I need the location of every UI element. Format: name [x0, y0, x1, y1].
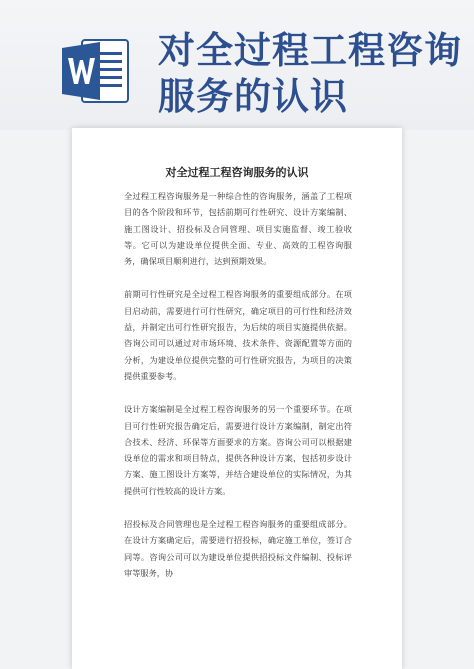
paragraph: 前期可行性研究是全过程工程咨询服务的重要组成部分。在项目启动前，需要进行可行性研究，确定项目的可行性和经济效益，并制定出可行性研究报告，为后续的项目实施提供依据。咨询公司可以通过对市场环境、技术条件、资源配置等方面的分析，为建设单位提供完整的可行性研究报告，为项目的决策提供重要参考。 — [124, 289, 352, 381]
header-banner — [0, 0, 474, 130]
paragraph: 设计方案编制是全过程工程咨询服务的另一个重要环节。在项目可行性研究报告确定后，需要进行设计方案编制，制定出符合技术、经济、环保等方面要求的方案。咨询公司可以根据建设单位的需求和项目特点，提供各种设计方案，包括初步设计方案、施工图设计方案等，并结合建设单位的实际情况，为其提供可行性较高的设计方案。 — [124, 404, 352, 496]
banner-title: 对全过程工程咨询服务的认识 — [158, 29, 462, 118]
document-title: 对全过程工程咨询服务的认识 — [165, 166, 309, 179]
document-page — [72, 128, 402, 669]
paragraph: 招投标及合同管理也是全过程工程咨询服务的重要组成部分。在设计方案确定后，需要进行招投标，确定施工单位，签订合同等。咨询公司可以为建设单位提供招投标文件编制、投标评审等服务，协 — [124, 519, 352, 578]
word-document-icon — [62, 38, 130, 104]
document-body — [124, 188, 352, 598]
paragraph: 全过程工程咨询服务是一种综合性的咨询服务，涵盖了工程项目的各个阶段和环节，包括前期可行性研究、设计方案编制、施工图设计、招投标及合同管理、项目实施监督、竣工验收等。它可以为建设单位提供全面、专业、高效的工程咨询服务，确保项目顺利进行，达到预期效果。 — [124, 191, 352, 267]
